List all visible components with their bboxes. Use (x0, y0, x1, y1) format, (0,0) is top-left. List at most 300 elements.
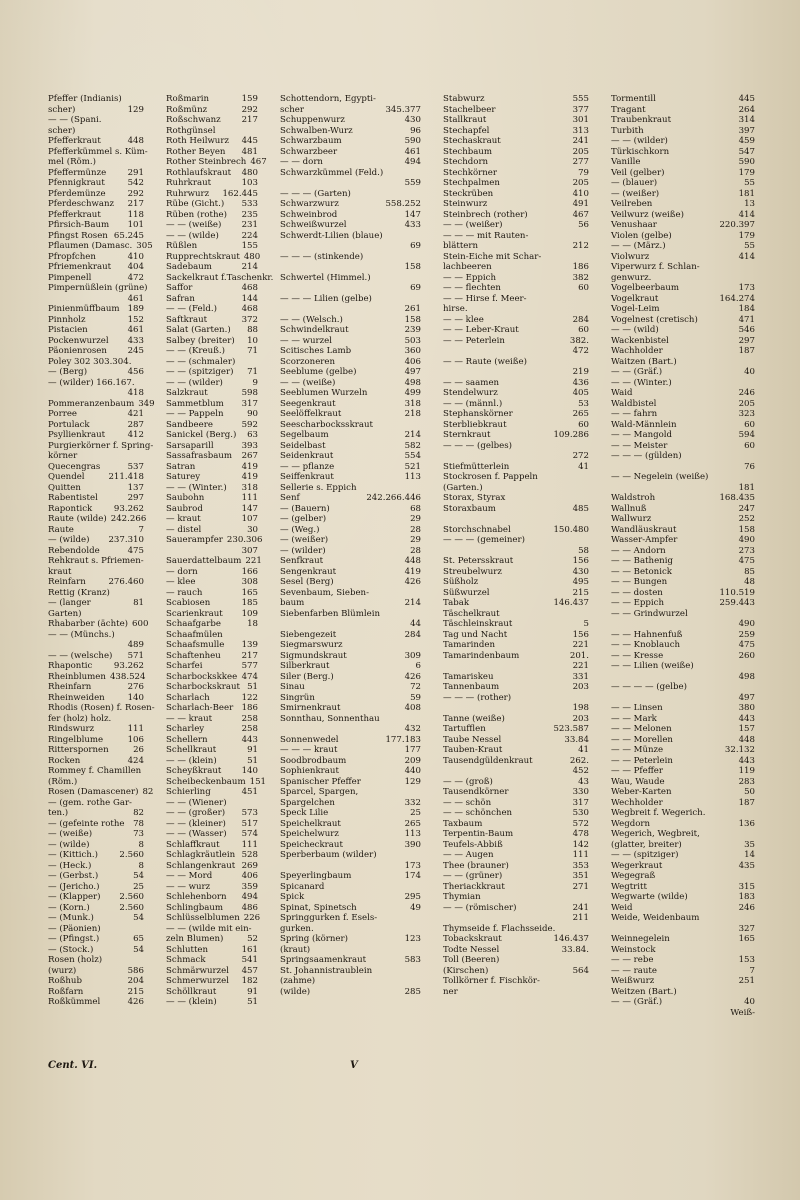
entry-term: Ruhrkraut (166, 178, 212, 188)
entry-page-number: 586 (127, 965, 144, 976)
index-entry (48, 178, 144, 189)
entry-page-number: 60 (744, 440, 755, 451)
entry-term: Pfefferkümmel s. Küm- (48, 146, 148, 157)
entry-page-number: 129 (404, 776, 421, 787)
entry-term: Scheyßkraut (166, 766, 222, 776)
entry-page-number: 152 (127, 314, 144, 325)
index-entry (166, 829, 258, 840)
index-entry (443, 798, 589, 809)
index-entry (48, 462, 144, 473)
entry-term: Schaftenheu (166, 650, 221, 661)
entry-page-number: 144 (241, 293, 258, 304)
entry-term: Rocken (48, 755, 81, 766)
entry-page-number: 317 (572, 797, 589, 808)
entry-term: Schierling (166, 787, 211, 797)
index-entry (443, 168, 589, 179)
entry-page-number: 242.266.446 (366, 493, 421, 503)
entry-term: — — (Welsch.) (280, 314, 343, 325)
entry-page-number: 273 (738, 545, 755, 556)
entry-term: Scharley (166, 724, 205, 734)
entry-term: — — saamen (443, 377, 500, 388)
entry-page-number: 436 (572, 377, 589, 388)
entry-term: — — Augen (443, 850, 494, 860)
entry-page-number: 440 (404, 766, 421, 776)
entry-page-number: 424 (127, 755, 144, 766)
entry-term: — — (Gräf.) (611, 997, 663, 1007)
index-entry (280, 672, 421, 683)
index-entry (443, 178, 589, 189)
entry-term: — (Jericho.) (48, 881, 100, 892)
entry-term: Seescharbocksskraut (280, 419, 373, 430)
index-entry (611, 388, 755, 399)
index-entry (611, 745, 755, 756)
entry-term: Speyerlingbaum (280, 871, 352, 881)
entry-page-number: 426 (127, 997, 144, 1007)
index-entry (611, 651, 755, 662)
entry-term: Portulack (48, 419, 90, 430)
entry-term: Schlingbaum (166, 902, 224, 913)
entry-term: Scharlach (166, 692, 210, 703)
entry-term: Quecengras (48, 461, 101, 472)
entry-term: — — Melonen (611, 724, 672, 734)
index-entry (280, 325, 421, 336)
entry-term: Saubohn (166, 493, 205, 503)
index-entry (166, 619, 258, 630)
index-entry (280, 168, 421, 179)
entry-term: Seidenkraut (280, 451, 334, 461)
entry-term: — — (März.) (611, 241, 666, 251)
entry-term: Weißwurz (611, 976, 655, 986)
entry-term: — — (kleiner) (166, 818, 226, 829)
index-entry (611, 504, 755, 515)
index-entry (48, 388, 144, 399)
entry-page-number: 25 (133, 881, 144, 892)
entry-term: Wallnuß (611, 503, 647, 514)
entry-term: Stein-Eiche mit Schar- (443, 251, 542, 262)
index-entry (166, 220, 258, 231)
entry-term: — (wilder) 166.167. (48, 377, 135, 388)
index-entry (443, 693, 589, 704)
entry-page-number: 241 (572, 136, 589, 146)
entry-term: Violwurz (611, 251, 650, 262)
entry-term: — — wurz (166, 881, 211, 892)
index-entry (280, 756, 421, 767)
entry-term: Tanne (weiße) (443, 713, 505, 724)
index-entry (166, 388, 258, 399)
entry-page-number: 185 (241, 598, 258, 608)
index-entry (443, 399, 589, 410)
entry-page-number: 292 (241, 104, 258, 115)
index-entry (48, 273, 144, 284)
entry-page-number: 54 (133, 913, 144, 923)
index-entry (443, 493, 589, 504)
index-entry (611, 556, 755, 567)
entry-page-number: 88 (247, 325, 258, 335)
entry-page-number: 218 (404, 409, 421, 419)
index-entry (443, 115, 589, 126)
index-entry (280, 619, 421, 630)
entry-page-number: 260 (738, 650, 755, 661)
index-entry (48, 504, 144, 515)
index-entry (443, 546, 589, 557)
index-entry (280, 378, 421, 389)
entry-page-number: 264 (738, 104, 755, 115)
index-entry (166, 840, 258, 851)
index-entry (166, 94, 258, 105)
index-entry (166, 913, 261, 924)
entry-page-number: 214 (404, 430, 421, 440)
entry-term: Schuppenwurz (280, 115, 345, 125)
index-entry (443, 745, 589, 756)
index-entry (280, 819, 421, 830)
entry-term: Terpentin-Baum (443, 829, 514, 839)
entry-page-number: 272 (572, 451, 589, 461)
entry-term: — — — mit Rauten- (443, 230, 529, 241)
index-entry (280, 462, 421, 473)
index-entry (48, 745, 144, 756)
entry-term: Rheinfarn (48, 682, 92, 692)
entry-term: Schwalben-Wurz (280, 125, 353, 136)
index-entry (166, 105, 258, 116)
entry-page-number: 142 (572, 839, 589, 850)
index-entry (611, 955, 755, 966)
entry-term: Wegerkraut (611, 860, 663, 871)
index-entry (166, 462, 258, 473)
index-entry (443, 630, 589, 641)
index-entry (166, 861, 258, 872)
entry-term: Sevenbaum, Sieben- (280, 587, 369, 598)
index-entry (166, 745, 258, 756)
entry-page-number: 443 (241, 734, 258, 745)
entry-page-number: 359 (241, 881, 258, 892)
entry-page-number: 468 (241, 283, 258, 293)
entry-term: Steinwurz (443, 199, 488, 209)
index-entry (280, 441, 421, 452)
index-column-4 (443, 94, 589, 1134)
index-entry (611, 483, 755, 494)
index-entry (48, 892, 144, 903)
index-entry (280, 651, 421, 662)
entry-page-number: 55 (744, 241, 755, 251)
entry-term: Schweinbrod (280, 209, 338, 220)
entry-page-number: 421 (127, 409, 144, 419)
entry-term: — (Korn.) (48, 902, 90, 913)
index-entry (611, 997, 755, 1008)
entry-term: Speicheckraut (280, 839, 343, 850)
entry-term: Ritterspornen (48, 745, 109, 755)
entry-term: Stechapfel (443, 125, 490, 136)
entry-term: — — (spitziger) (611, 850, 679, 860)
index-entry (611, 94, 755, 105)
index-entry (611, 682, 755, 693)
entry-term: Weber-Karten (611, 787, 672, 797)
index-entry (48, 945, 144, 956)
entry-page-number: 590 (404, 136, 421, 146)
entry-page-number: Weiß- (730, 1007, 755, 1018)
index-entry (443, 714, 589, 725)
index-entry (166, 272, 274, 284)
entry-term: — (gelber) (280, 514, 327, 524)
index-entry (280, 966, 421, 977)
index-entry (166, 609, 258, 620)
entry-page-number: 69 (410, 241, 421, 251)
entry-page-number: 161 (241, 944, 258, 955)
entry-term: Sparcel, Spargen, (280, 787, 359, 797)
index-entry (166, 535, 263, 546)
entry-page-number: 6 (415, 661, 421, 671)
entry-term: Scharfei (166, 661, 203, 671)
entry-term: Spicanard (280, 881, 325, 892)
entry-term: — — Pappeln (166, 409, 224, 419)
entry-term: Sesel (Berg) (280, 577, 334, 587)
index-entry (48, 315, 144, 326)
entry-term: Salzkraut (166, 388, 208, 398)
index-entry (611, 1008, 755, 1019)
entry-term: Sauerdattelbaum (166, 556, 242, 566)
entry-term: Rabentistel (48, 493, 98, 503)
index-entry (611, 420, 755, 431)
entry-term: Teufels-Abbiß (443, 839, 503, 850)
index-entry (48, 693, 144, 704)
entry-page-number: 571 (127, 650, 144, 661)
index-entry (166, 546, 258, 557)
entry-term: Speichelkraut (280, 818, 341, 829)
entry-page-number: 448 (738, 734, 755, 745)
entry-term: — — (römischer) (443, 902, 517, 913)
index-entry (48, 882, 144, 893)
index-entry (280, 861, 421, 872)
entry-term: Schwindelkraut (280, 325, 349, 335)
index-entry (48, 619, 149, 630)
entry-term: Stallkraut (443, 115, 487, 125)
entry-term: — dorn (166, 566, 198, 577)
index-entry (611, 262, 755, 273)
entry-term: — — (Wasser) (166, 829, 227, 839)
entry-term: Schlüsselblumen (166, 913, 240, 923)
entry-term: Weitzen (Bart.) (611, 986, 677, 997)
entry-term: Schottendorn, Egypti- (280, 94, 376, 104)
index-entry (48, 850, 144, 861)
index-entry (280, 808, 421, 819)
entry-page-number: 517 (241, 818, 258, 829)
entry-page-number: 158 (738, 524, 755, 535)
entry-term: — — wurzel (280, 335, 333, 346)
index-entry (48, 472, 144, 483)
index-entry (48, 640, 144, 651)
index-entry (443, 325, 589, 336)
index-entry (443, 357, 589, 368)
index-entry (443, 409, 589, 420)
entry-page-number: 81 (133, 598, 144, 608)
index-entry (166, 430, 258, 441)
index-entry (48, 325, 144, 336)
index-entry (443, 871, 589, 882)
entry-page-number: 276.460 (108, 577, 144, 587)
entry-term: — (Päonien) (48, 923, 101, 934)
entry-term: — — (männl.) (443, 398, 503, 409)
entry-term: Pfropfchen (48, 251, 96, 262)
entry-term: Süßholz (443, 577, 479, 587)
entry-page-number: 468 (241, 304, 258, 314)
index-entry (280, 903, 421, 914)
entry-term: Senf (280, 493, 300, 503)
index-entry (48, 231, 144, 242)
entry-page-number: 13 (744, 199, 755, 209)
index-entry (443, 567, 589, 578)
index-entry (280, 388, 421, 399)
index-entry (443, 241, 589, 252)
entry-term: Rindswurz (48, 724, 95, 734)
entry-term: (Garten.) (443, 482, 483, 493)
entry-term: Schweißwurzel (280, 220, 347, 230)
index-entry (166, 231, 258, 242)
index-entry (48, 357, 144, 368)
index-entry (166, 283, 258, 294)
entry-term: — — schönchen (443, 808, 513, 818)
index-entry (443, 661, 589, 672)
index-entry (166, 871, 258, 882)
entry-page-number: 283 (738, 776, 755, 787)
entry-term: Schmack (166, 955, 206, 965)
entry-term: Pfingst Rosen (48, 230, 108, 241)
index-entry (443, 147, 589, 158)
index-entry (166, 189, 258, 200)
index-entry (166, 409, 258, 420)
entry-page-number: 50 (744, 787, 755, 797)
entry-term: Porree (48, 409, 77, 419)
entry-term: Türkischkorn (611, 146, 670, 157)
index-entry (48, 556, 144, 567)
entry-term: Quitten (48, 482, 81, 493)
index-entry (48, 724, 144, 735)
entry-page-number: 173 (738, 283, 755, 293)
index-entry (443, 483, 589, 494)
index-entry (443, 346, 589, 357)
entry-page-number: 205 (572, 178, 589, 188)
entry-page-number: 14 (744, 850, 755, 860)
index-entry (166, 997, 258, 1008)
entry-page-number: 111 (127, 724, 144, 734)
entry-page-number: 445 (738, 94, 755, 104)
index-entry (280, 766, 421, 777)
entry-page-number: 297 (127, 493, 144, 503)
entry-page-number: 292 (127, 188, 144, 199)
index-entry (280, 420, 421, 431)
index-entry (280, 367, 421, 378)
entry-term: Tannenbaum (443, 682, 500, 692)
entry-term: Stachelbeer (443, 104, 496, 115)
entry-page-number: 165 (738, 934, 755, 944)
index-entry (166, 451, 258, 462)
index-entry (48, 210, 144, 221)
entry-term: Pflaumen (Damasc. (48, 241, 133, 251)
entry-term: Schwarzkümmel (Feld.) (280, 167, 384, 178)
index-entry (611, 756, 755, 767)
entry-page-number: 63 (247, 430, 258, 440)
index-entry (280, 546, 421, 557)
entry-term: Tausendkörner (443, 787, 509, 797)
entry-term: Traubenkraut (611, 115, 672, 125)
entry-page-number: 523.587 (553, 724, 589, 734)
entry-page-number: 166 (241, 566, 258, 577)
index-entry (443, 378, 589, 389)
index-entry (166, 661, 258, 672)
entry-page-number: 546 (738, 325, 755, 335)
entry-term: — — Peterlein (443, 335, 505, 346)
entry-term: — (weißer) (611, 188, 660, 199)
entry-term: Pfefferkraut (48, 136, 101, 146)
entry-page-number: 497 (404, 367, 421, 377)
index-entry (166, 776, 267, 788)
entry-term: Schaafgarbe (166, 619, 221, 629)
entry-term: — — Münze (611, 745, 664, 755)
entry-term: Täschelkraut (443, 608, 500, 619)
entry-term: Spinat, Spinetsch (280, 902, 357, 913)
entry-term: Scarienkraut (166, 608, 223, 619)
entry-term: Seegenkraut (280, 398, 336, 409)
entry-term: — — (klein) (166, 755, 217, 766)
entry-page-number: 295 (404, 892, 421, 902)
index-entry (443, 924, 589, 935)
entry-term: Pommeranzenbaum (48, 398, 135, 409)
index-entry (166, 136, 258, 147)
entry-term: Schlutten (166, 944, 209, 955)
index-entry (280, 987, 421, 998)
index-entry (443, 157, 589, 168)
index-entry (611, 378, 755, 389)
entry-term: Storaxbaum (443, 503, 496, 514)
entry-page-number: 351 (572, 871, 589, 881)
entry-term: Tobackskraut (443, 934, 502, 944)
entry-page-number: 537 (127, 461, 144, 472)
entry-page-number: 331 (572, 671, 589, 682)
index-entry (443, 388, 589, 399)
index-entry (280, 682, 421, 693)
entry-term: Salbey (breiter) (166, 335, 235, 346)
entry-page-number: 327 (738, 923, 755, 934)
entry-page-number: 155 (241, 241, 258, 251)
entry-term: Siebengezeit (280, 629, 337, 640)
index-entry (611, 136, 755, 147)
entry-page-number: 93.262 (113, 661, 144, 671)
entry-page-number: 26 (133, 745, 144, 755)
index-entry (280, 787, 421, 798)
entry-page-number: 590 (738, 157, 755, 167)
entry-term: Speichelwurz (280, 829, 339, 839)
index-entry (280, 798, 421, 809)
index-entry (611, 294, 755, 305)
entry-term: Schlehenborn (166, 892, 227, 902)
index-entry (280, 241, 421, 252)
entry-page-number: 554 (404, 451, 421, 461)
entry-page-number: 242.266 (110, 514, 147, 524)
entry-page-number: 503 (404, 335, 421, 346)
index-entry (611, 336, 755, 347)
entry-term: Stechkörner (443, 167, 497, 178)
entry-term: St. Johannistraublein (280, 965, 373, 976)
index-entry (611, 630, 755, 641)
entry-term: — (gefeinte rothe (48, 818, 125, 829)
index-entry (611, 514, 755, 525)
index-entry (48, 819, 144, 830)
index-entry (166, 630, 258, 641)
entry-term: Pockenwurzel (48, 335, 109, 346)
entry-page-number: 113 (404, 829, 421, 839)
entry-term: — — Bathenig (611, 556, 673, 566)
index-entry (48, 609, 144, 620)
entry-page-number: 600 (132, 619, 149, 629)
index-entry (280, 924, 421, 935)
